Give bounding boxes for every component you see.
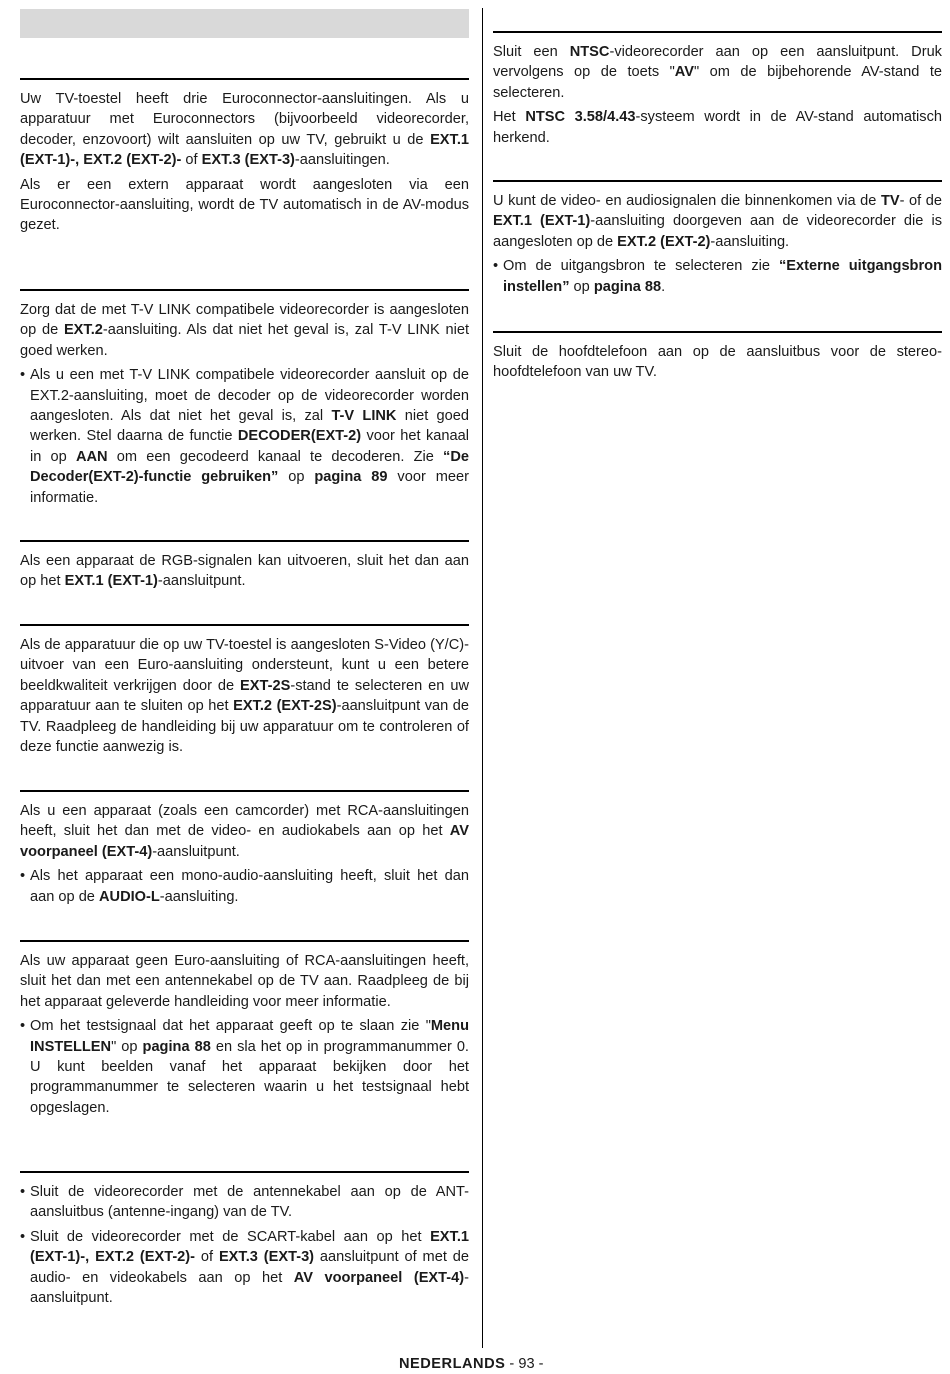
- paragraph: Als uw apparaat geen Euro-aansluiting of RCA-aansluitingen heeft, sluit het dan met een antennekabel op de TV aan. Raadpleeg de bij het apparaat geleverde handleiding voor meer informatie.: [20, 953, 469, 1010]
- bullet-item: • Sluit de videorecorder met de antennekabel aan op de ANT-aansluitbus (antenne-ingang) van de TV.: [20, 1182, 469, 1223]
- bullet-item: • Om de uitgangsbron te selecteren zie “Externe uitgangsbron instellen” op pagina 88.: [493, 256, 942, 297]
- paragraph: Als u een apparaat (zoals een camcorder) met RCA-aansluitingen heeft, sluit het dan met de video- en audiokabels aan op het AV voorpaneel (EXT-4)-aansluitpunt.: [20, 803, 469, 860]
- paragraph: Uw TV-toestel heeft drie Euroconnector-aansluitingen. Als u apparatuur met Euroconnectors (bijvoorbeeld videorecorder, decoder, enzovoort) wilt aansluiten op uw TV, gebruikt u de EXT.1 (EXT-1)-, EXT.2 (EXT-2)- of EXT.3 (EXT-3)-aansluitingen.: [20, 91, 469, 169]
- section-antenna: [20, 940, 469, 1122]
- bullet-item: • Als u een met T-V LINK compatibele videorecorder aansluit op de EXT.2-aansluiting, moet de decoder op de videorecorder worden aangesloten. Als dat niet het geval is, zal T-V LINK niet goed werken. Stel daarna de functie DECODER(EXT-2) voor het kanaal in op AAN om een gecodeerd kanaal te decoderen. Zie “De Decoder(EXT-2)-functie gebruiken” op pagina 89 voor meer informatie.: [20, 365, 469, 508]
- footer-page-number: - 93 -: [509, 1356, 544, 1372]
- section-s-video: [20, 624, 469, 761]
- section-rule: [20, 790, 469, 792]
- section-euroconnector: [20, 78, 469, 240]
- section-rca: [20, 790, 469, 911]
- section-tv-link: [20, 289, 469, 512]
- bullet-item: • Als het apparaat een mono-audio-aansluiting heeft, sluit het dan aan op de AUDIO-L-aansluiting.: [20, 866, 469, 907]
- paragraph: Sluit een NTSC-videorecorder aan op een aansluitpunt. Druk vervolgens op de toets "AV" om de bijbehorende AV-stand te selecteren.: [493, 44, 942, 101]
- section-rule: [20, 1171, 469, 1173]
- bullet-item: • Sluit de videorecorder met de SCART-kabel aan op het EXT.1 (EXT-1)-, EXT.2 (EXT-2)- of EXT.3 (EXT-3) aansluitpunt of met de audio- en videokabels aan op het AV voorpaneel (EXT-4)-aansluitpunt.: [20, 1227, 469, 1309]
- section-rgb: [20, 540, 469, 596]
- section-rule: [20, 540, 469, 542]
- paragraph: Als de apparatuur die op uw TV-toestel is aangesloten S-Video (Y/C)-uitvoer van een Euro-aansluiting ondersteunt, kunt u een betere beeldkwaliteit verkrijgen door de EXT-2S-stand te selecteren en uw apparatuur aan te sluiten op het EXT.2 (EXT-2S)-aansluitpunt van de TV. Raadpleeg de handleiding bij uw apparatuur om te controleren of deze functie aanwezig is.: [20, 637, 470, 756]
- section-headphones: [493, 331, 942, 387]
- paragraph: Sluit de hoofdtelefoon aan op de aansluitbus voor de stereo-hoofdtelefoon van uw TV.: [493, 344, 942, 381]
- section-rule: [20, 940, 469, 942]
- section-signal-output: [493, 180, 942, 301]
- paragraph: Als er een extern apparaat wordt aangesloten via een Euroconnector-aansluiting, wordt de TV automatisch in de AV-modus gezet.: [20, 176, 469, 234]
- section-rule: [20, 78, 469, 80]
- page-footer: [399, 1354, 543, 1374]
- column-divider: [482, 8, 483, 1348]
- paragraph: Als een apparaat de RGB-signalen kan uitvoeren, sluit het dan aan op het EXT.1 (EXT-1)-aansluitpunt.: [20, 553, 469, 590]
- section-rule: [493, 180, 942, 182]
- section-videorecorder: [20, 1171, 469, 1312]
- paragraph: U kunt de video- en audiosignalen die binnenkomen via de TV- of de EXT.1 (EXT-1)-aansluiting doorgeven aan de videorecorder die is aangesloten op de EXT.2 (EXT-2)-aansluiting.: [493, 193, 943, 250]
- section-rule: [20, 624, 469, 626]
- section-ntsc: [493, 31, 942, 152]
- bullet-item: • Om het testsignaal dat het apparaat geeft op te slaan zie "Menu INSTELLEN" op pagina 88 en sla het op in programmanummer 0. U kunt beelden vanaf het apparaat bekijken door het programmanummer te selecteren waarin u het testsignaal hebt opgeslagen.: [20, 1016, 469, 1118]
- section-rule: [493, 31, 942, 33]
- paragraph: Het NTSC 3.58/4.43-systeem wordt in de AV-stand automatisch herkend.: [493, 109, 943, 146]
- footer-language: NEDERLANDS: [399, 1356, 506, 1372]
- paragraph: Zorg dat de met T-V LINK compatibele videorecorder is aangesloten op de EXT.2-aansluiting. Als dat niet het geval is, zal T-V LINK niet goed werken.: [20, 302, 470, 359]
- section-header-bar: [20, 9, 469, 38]
- section-rule: [493, 331, 942, 333]
- section-rule: [20, 289, 469, 291]
